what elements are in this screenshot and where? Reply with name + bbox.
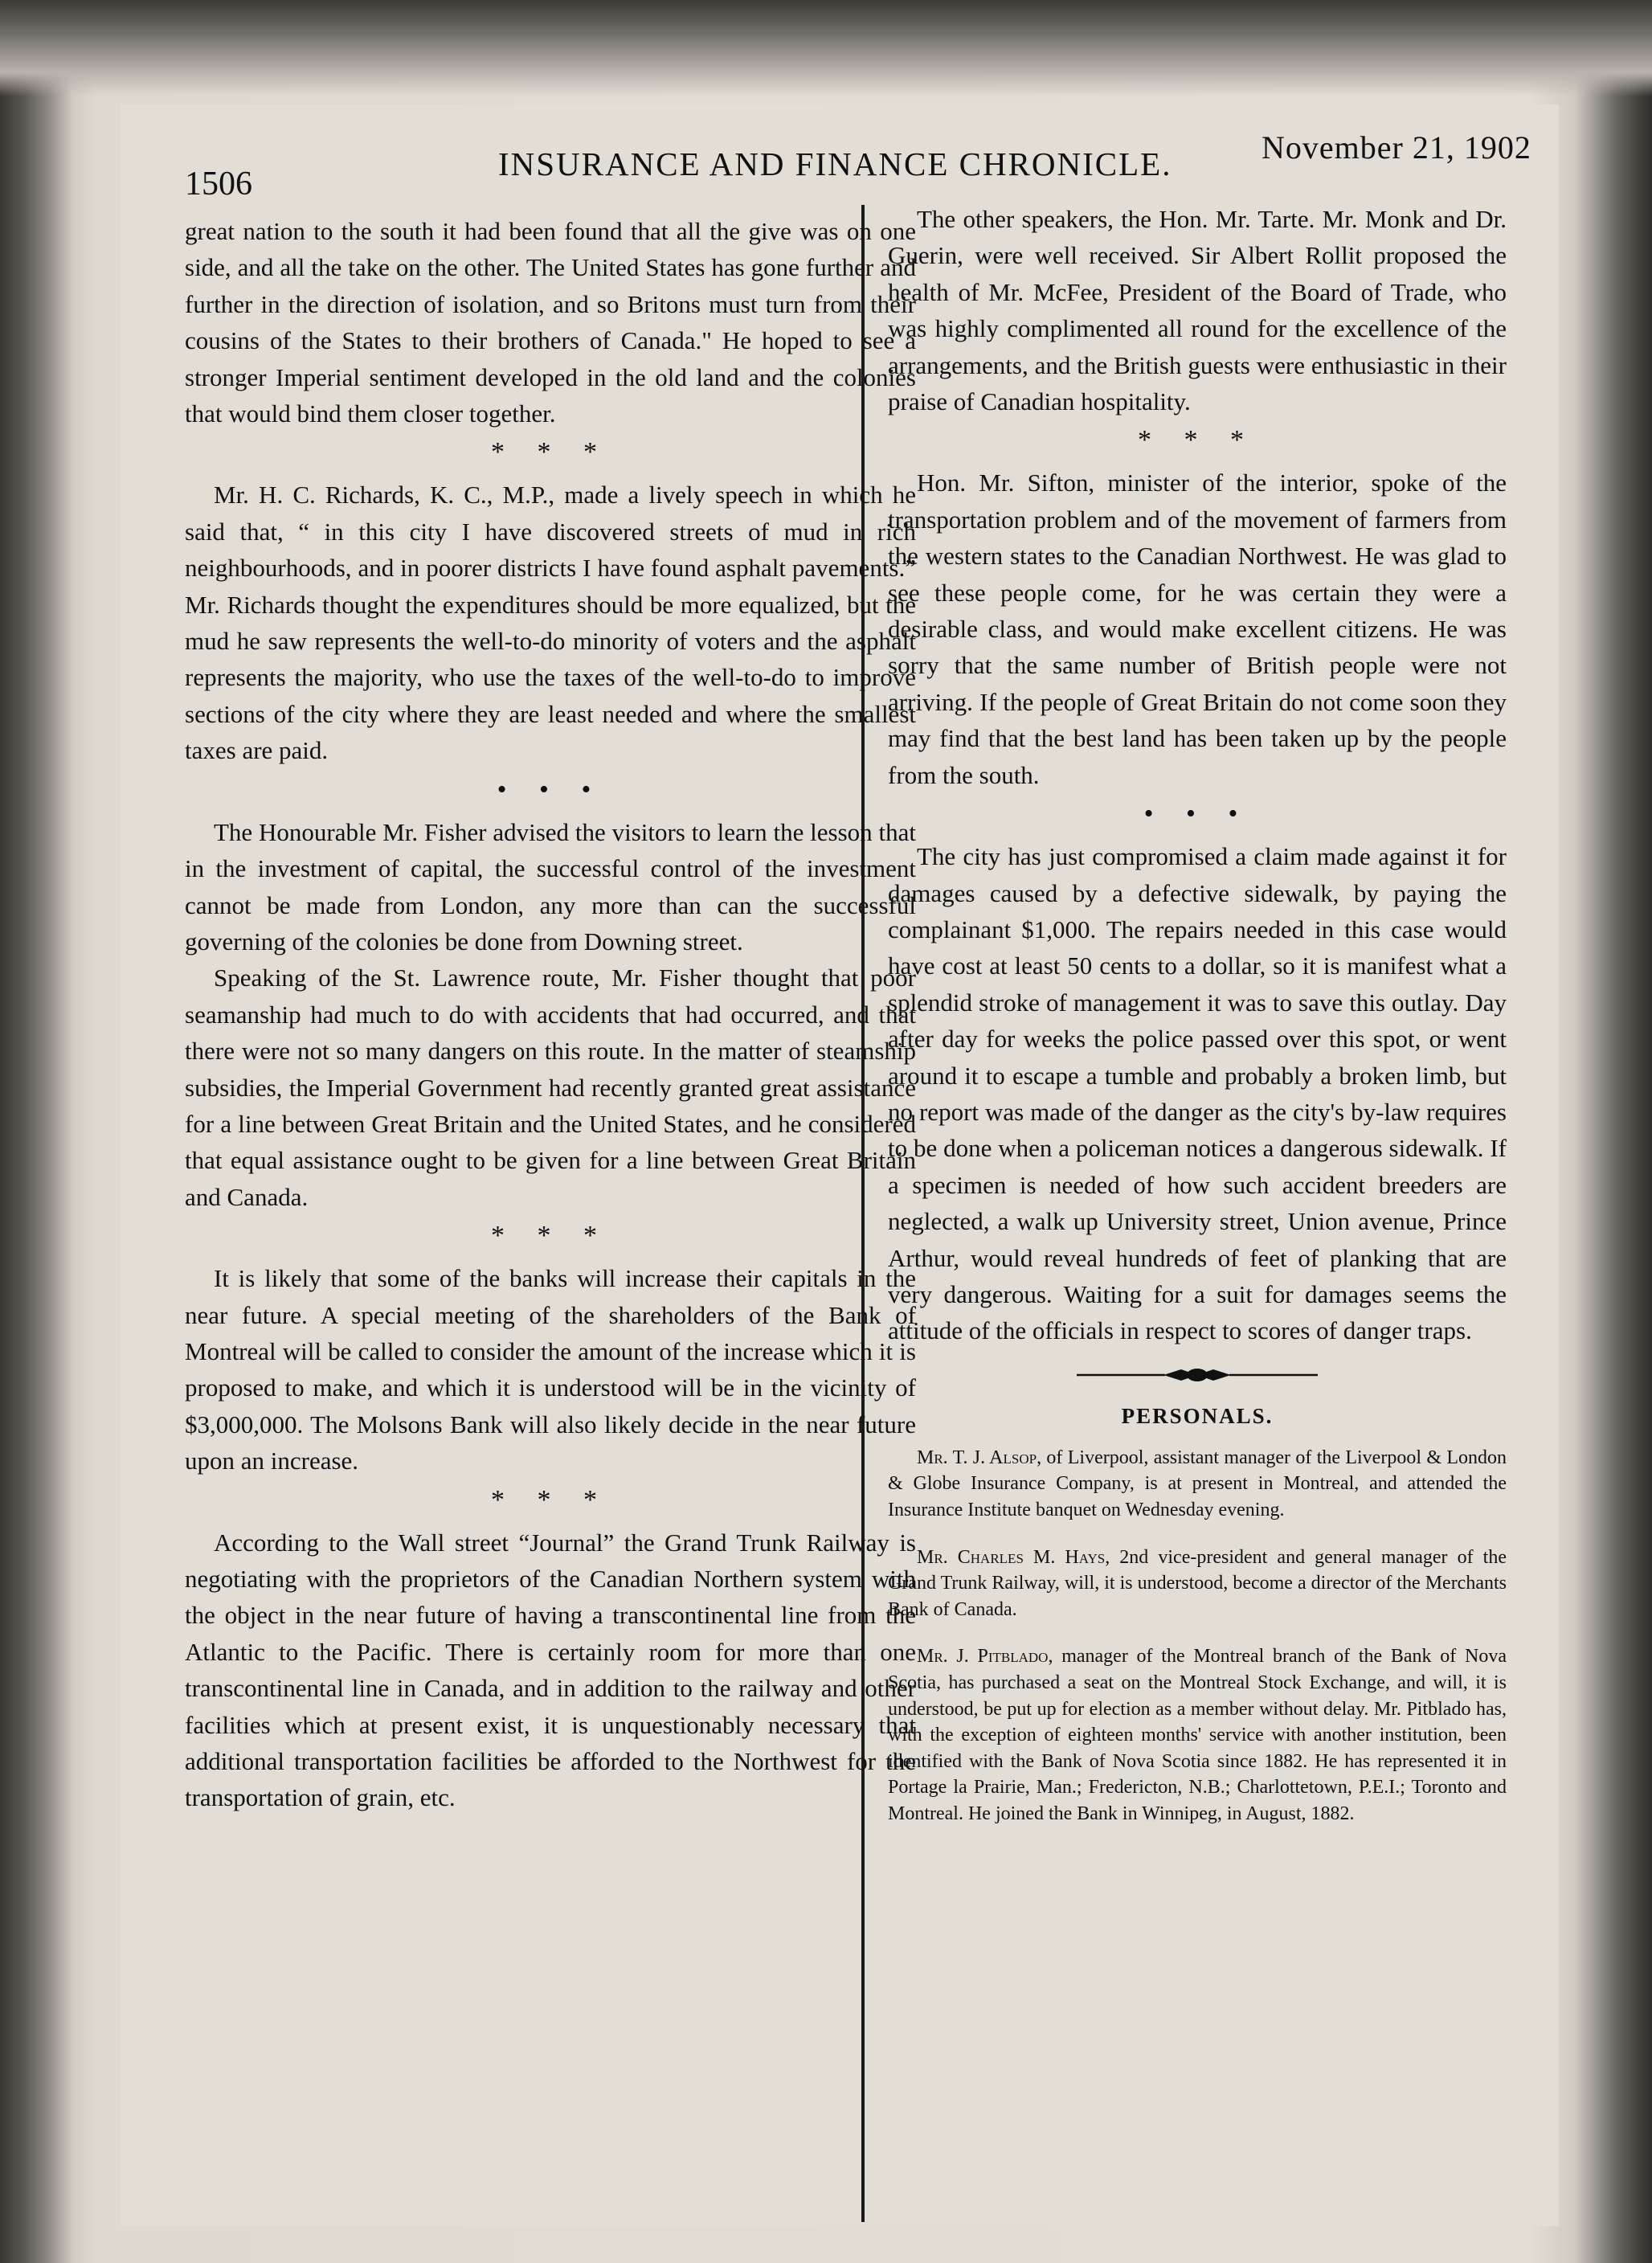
- personal-text: , 2nd vice-president and general manager of the Grand Trunk Railway, will, it is understood, become a director of the Merchants Bank of Canada.: [888, 1546, 1507, 1620]
- personal-item: [888, 1445, 1507, 1524]
- article-paragraph: The other speakers, the Hon. Mr. Tarte. Mr. Monk and Dr. Guerin, were well received. Sir Albert Rollit proposed the health of Mr. McFee, President of the Board of Trade, who was highly complimented all round for the excellence of the arrangements, and the British guests were enthusiastic in their praise of Canadian hospitality.: [888, 205, 1507, 416]
- publication-title: INSURANCE AND FINANCE CHRONICLE.: [498, 145, 1172, 182]
- page-number: 1506: [185, 166, 252, 203]
- section-separator: • • •: [1143, 799, 1251, 829]
- section-separator: * * *: [491, 437, 610, 468]
- article-paragraph: It is likely that some of the banks will increase their capitals in the near future. A special meeting of the shareholders of the Bank of Montreal will be called to consider the amount of the increase which it is proposed to make, and which it is understood will be in the vicinity of $3,000,000. The Molsons Bank will also likely decide in the near future upon an increase.: [185, 1264, 916, 1475]
- personals-heading: PERSONALS.: [1121, 1403, 1274, 1428]
- issue-date: November 21, 1902: [1261, 129, 1531, 166]
- article-paragraph: great nation to the south it had been found that all the give was on one side, and all the take on the other. The United States has gone further and further in the direction of isolation, and so Britons must turn from their cousins of the States to their brothers of Canada." He hoped to see a stronger Imperial sentiment developed in the old land and the colonies that would bind them closer together.: [185, 217, 916, 428]
- article-paragraph: Speaking of the St. Lawrence route, Mr. Fisher thought that poor seamanship had much to do with accidents that had occurred, and that there were not so many dangers on this route. In the matter of steamship subsidies, the Imperial Government had recently granted great assistance for a line between Great Britain and the United States, and he considered that equal assistance ought to be given for a line between Great Britain and Canada.: [185, 964, 916, 1211]
- article-paragraph: Mr. H. C. Richards, K. C., M.P., made a lively speech in which he said that, “ in this city I have discovered streets of mud in rich neighbourhoods, and in poorer districts I have found asphalt pavements.” Mr. Richards thought the expenditures should be more equalized, but the mud he saw represents the well-to-do minority of voters and the asphalt represents the majority, who use the taxes of the well-to-do to improve sections of the city where they are least needed and where the smallest taxes are paid.: [185, 481, 916, 765]
- article-paragraph: The city has just compromised a claim made against it for damages caused by a defective sidewalk, by paying the complainant $1,000. The repairs needed in this case would have cost at least 50 cents to a dollar, so it is manifest what a splendid stroke of management it was to save this outlay. Day after day for weeks the police passed over this spot, or went around it to escape a tumble and probably a broken limb, but no report was made of the danger as the city's by-law requires to be done when a policeman notices a dangerous sidewalk. If a specimen is needed of how such accident breeders are neglected, a walk up University street, Union avenue, Prince Arthur, would reveal hundreds of feet of planking that are very dangerous. Waiting for a suit for damages seems the attitude of the officials in respect to scores of danger traps.: [888, 842, 1507, 1345]
- person-name: Mr. T. J. Alsop: [917, 1447, 1037, 1468]
- section-separator: • • •: [497, 774, 604, 804]
- newspaper-page: [121, 104, 1559, 2226]
- section-separator: * * *: [491, 1221, 610, 1251]
- section-separator: * * *: [1138, 425, 1257, 456]
- article-paragraph: Hon. Mr. Sifton, minister of the interior, spoke of the transportation problem and of the movement of farmers from the western states to the Canadian Northwest. He was glad to see these people come, for he was certain they were a desirable class, and would make excellent citizens. He was sorry that the same number of British people were not arriving. If the people of Great Britain do not come soon they may find that the best land has been taken up by the people from the south.: [888, 469, 1507, 789]
- article-paragraph: The Honourable Mr. Fisher advised the visitors to learn the lesson that in the investment of capital, the successful control of the investment cannot be made from London, any more than can the successful governing of the colonies be done from Downing street.: [185, 817, 916, 956]
- personal-text: , manager of the Montreal branch of the Bank of Nova Scotia, has purchased a seat on the Montreal Stock Exchange, and will, it is understood, be put up for election as a member without delay. Mr. Pitblado has, with the exception of eighteen months' service with another institution, been identified with the Bank of Nova Scotia since 1882. He has represented it in Portage la Prairie, Man.; Fredericton, N.B.; Charlottetown, P.E.I.; Toronto and Montreal. He joined the Bank in Winnipeg, in August, 1882.: [888, 1646, 1507, 1824]
- right-column: [888, 201, 1507, 1848]
- personal-item: [888, 1643, 1507, 1827]
- page-header: [121, 104, 1559, 203]
- ornament-divider-icon: [888, 1365, 1507, 1385]
- personal-text: , of Liverpool, assistant manager of the Liverpool & London & Globe Insurance Company, is at present in Montreal, and attended the Insurance Institute banquet on Wednesday evening.: [888, 1447, 1507, 1520]
- left-column: [185, 213, 916, 1816]
- person-name: Mr. Charles M. Hays: [917, 1546, 1106, 1568]
- page-top-shadow: [0, 0, 1652, 96]
- personal-item: [888, 1545, 1507, 1623]
- article-paragraph: According to the Wall street “Journal” the Grand Trunk Railway is negotiating with the proprietors of the Canadian Northern system with the object in the near future of having a transcontinental line from the Atlantic to the Pacific. There is certainly room for more than one transcontinental line in Canada, and in addition to the railway and other facilities which at present exist, it is unquestionably necessary that additional transportation facilities be afforded to the Northwest for the transportation of grain, etc.: [185, 1528, 916, 1812]
- section-separator: * * *: [491, 1484, 610, 1515]
- person-name: Mr. J. Pitblado: [917, 1646, 1049, 1668]
